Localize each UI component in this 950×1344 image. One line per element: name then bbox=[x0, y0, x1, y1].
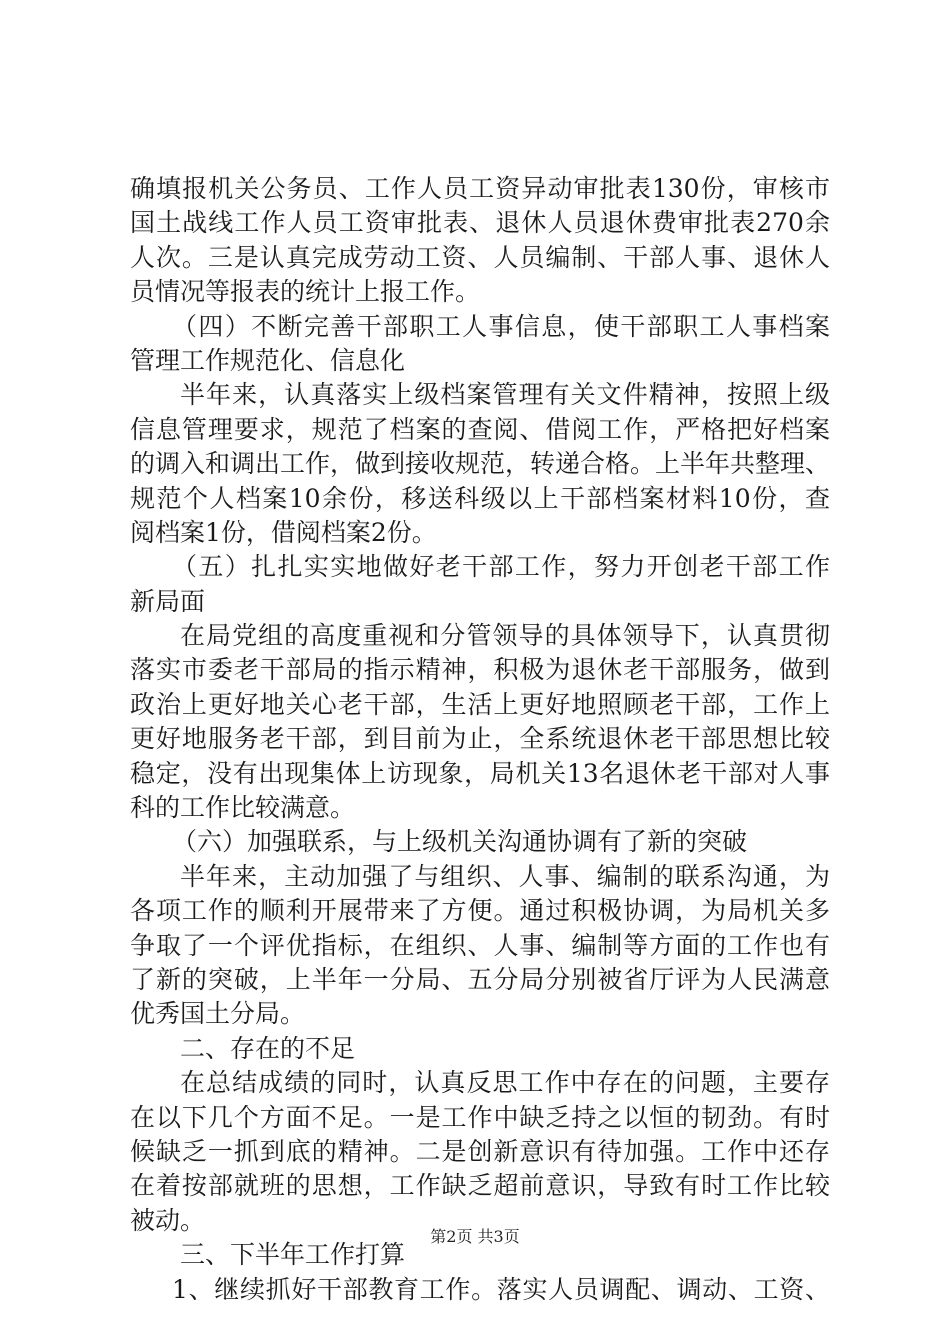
text-line: 在以下几个方面不足。一是工作中缺乏持之以恒的韧劲。有时 bbox=[130, 1102, 830, 1132]
section-heading-shortcomings: 二、存在的不足 bbox=[180, 1033, 356, 1063]
section-heading-4: （四）不断完善干部职工人事信息，使干部职工人事档案 bbox=[172, 311, 830, 341]
text-line: 阅档案1份，借阅档案2份。 bbox=[130, 517, 437, 547]
text-line: 候缺乏一抓到底的精神。二是创新意识有待加强。工作中还存 bbox=[130, 1136, 830, 1166]
text-line: 在着按部就班的思想，工作缺乏超前意识，导致有时工作比较 bbox=[130, 1171, 830, 1201]
text-line: 员情况等报表的统计上报工作。 bbox=[130, 277, 481, 307]
text-line: 国土战线工作人员工资审批表、退休人员退休费审批表270余 bbox=[130, 208, 830, 238]
text-line: 在总结成绩的同时，认真反思工作中存在的问题，主要存 bbox=[180, 1068, 830, 1098]
text-line: 确填报机关公务员、工作人员工资异动审批表130份，审核市 bbox=[130, 174, 830, 203]
text-line: 在局党组的高度重视和分管领导的具体领导下，认真贯彻 bbox=[180, 621, 830, 651]
section-heading-5-continued: 新局面 bbox=[130, 586, 206, 616]
section-heading-5: （五）扎扎实实地做好老干部工作，努力开创老干部工作 bbox=[172, 552, 830, 582]
text-line: 更好地服务老干部，到目前为止，全系统退休老干部思想比较 bbox=[130, 724, 830, 754]
document-body bbox=[130, 172, 830, 1307]
section-heading-plan: 三、下半年工作打算 bbox=[180, 1240, 406, 1270]
text-line: 政治上更好地关心老干部，生活上更好地照顾老干部，工作上 bbox=[130, 689, 830, 719]
text-line: 科的工作比较满意。 bbox=[130, 793, 356, 823]
text-line: 了新的突破，上半年一分局、五分局分别被省厅评为人民满意 bbox=[130, 964, 830, 994]
text-line: 人次。三是认真完成劳动工资、人员编制、干部人事、退休人 bbox=[130, 242, 830, 272]
text-line: 争取了一个评优指标，在组织、人事、编制等方面的工作也有 bbox=[130, 930, 830, 960]
text-line: 各项工作的顺利开展带来了方便。通过积极协调，为局机关多 bbox=[130, 896, 830, 926]
page-number-footer: 第2页 共3页 bbox=[430, 1227, 520, 1246]
text-line: 规范个人档案10余份，移送科级以上干部档案材料10份，查 bbox=[130, 483, 830, 513]
text-line: 半年来，认真落实上级档案管理有关文件精神，按照上级 bbox=[180, 380, 830, 410]
section-heading-6: （六）加强联系，与上级机关沟通协调有了新的突破 bbox=[172, 827, 748, 857]
section-heading-4-continued: 管理工作规范化、信息化 bbox=[130, 345, 406, 375]
text-line: 优秀国土分局。 bbox=[130, 999, 306, 1029]
text-line: 1、继续抓好干部教育工作。落实人员调配、调动、工资、 bbox=[172, 1274, 830, 1304]
text-line: 被动。 bbox=[130, 1205, 206, 1235]
text-line: 半年来，主动加强了与组织、人事、编制的联系沟通，为 bbox=[180, 861, 830, 891]
text-line: 的调入和调出工作，做到接收规范，转递合格。上半年共整理、 bbox=[130, 449, 831, 479]
text-line: 落实市委老干部局的指示精神，积极为退休老干部服务，做到 bbox=[130, 655, 830, 685]
text-line: 稳定，没有出现集体上访现象，局机关13名退休老干部对人事 bbox=[130, 758, 830, 788]
text-line: 信息管理要求，规范了档案的查阅、借阅工作，严格把好档案 bbox=[130, 414, 830, 444]
